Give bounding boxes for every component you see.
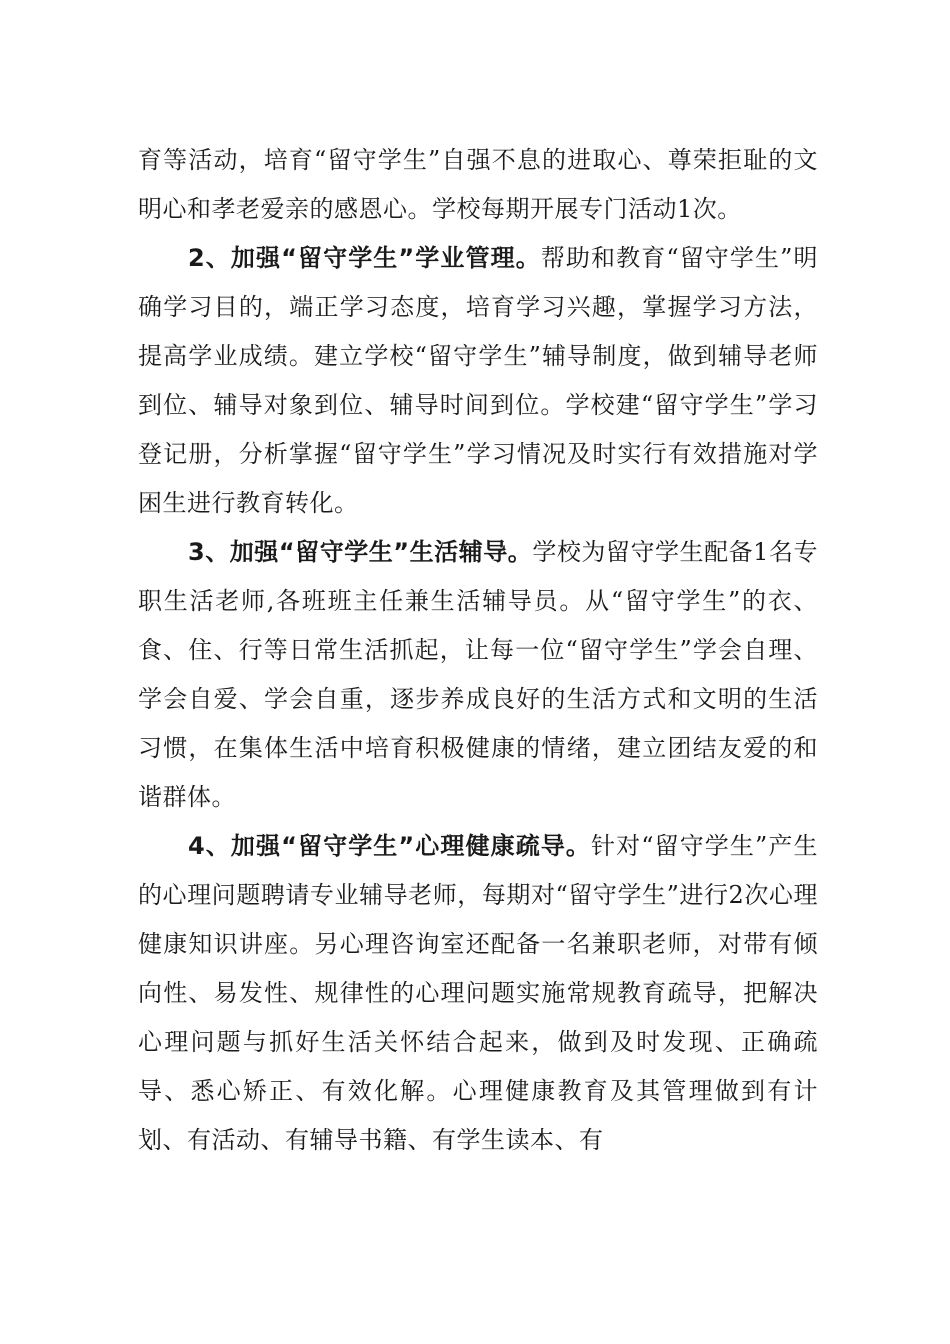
document-page: [138, 136, 818, 1165]
paragraph-heading: 2、加强“留守学生”学业管理。: [188, 244, 541, 272]
paragraph-body: 针对“留守学生”产生的心理问题聘请专业辅导老师，每期对“留守学生”进行2次心理健康知识讲座。另心理咨询室还配备一名兼职老师，对带有倾向性、易发性、规律性的心理问题实施常规教育疏导，把解决心理问题与抓好生活关怀结合起来，做到及时发现、正确疏导、悉心矫正、有效化解。心理健康教育及其管理做到有计划、有活动、有辅导书籍、有学生读本、有: [138, 832, 818, 1154]
paragraph-academic-management: [138, 234, 818, 528]
paragraph-heading: 4、加强“留守学生”心理健康疏导。: [188, 832, 592, 860]
paragraph-life-guidance: [138, 528, 818, 822]
paragraph-continuation: [138, 136, 818, 234]
paragraph-body: 育等活动，培育“留守学生”自强不息的进取心、尊荣拒耻的文明心和孝老爱亲的感恩心。学校每期开展专门活动1次。: [138, 146, 818, 223]
paragraph-body: 学校为留守学生配备1名专职生活老师,各班班主任兼生活辅导员。从“留守学生”的衣、食、住、行等日常生活抓起，让每一位“留守学生”学会自理、学会自爱、学会自重，逐步养成良好的生活方式和文明的生活习惯，在集体生活中培育积极健康的情绪，建立团结友爱的和谐群体。: [138, 538, 818, 811]
paragraph-mental-health: [138, 822, 818, 1165]
paragraph-heading: 3、加强“留守学生”生活辅导。: [188, 538, 533, 566]
paragraph-body: 帮助和教育“留守学生”明确学习目的，端正学习态度，培育学习兴趣，掌握学习方法，提高学业成绩。建立学校“留守学生”辅导制度，做到辅导老师到位、辅导对象到位、辅导时间到位。学校建“留守学生”学习登记册，分析掌握“留守学生”学习情况及时实行有效措施对学困生进行教育转化。: [138, 244, 818, 517]
